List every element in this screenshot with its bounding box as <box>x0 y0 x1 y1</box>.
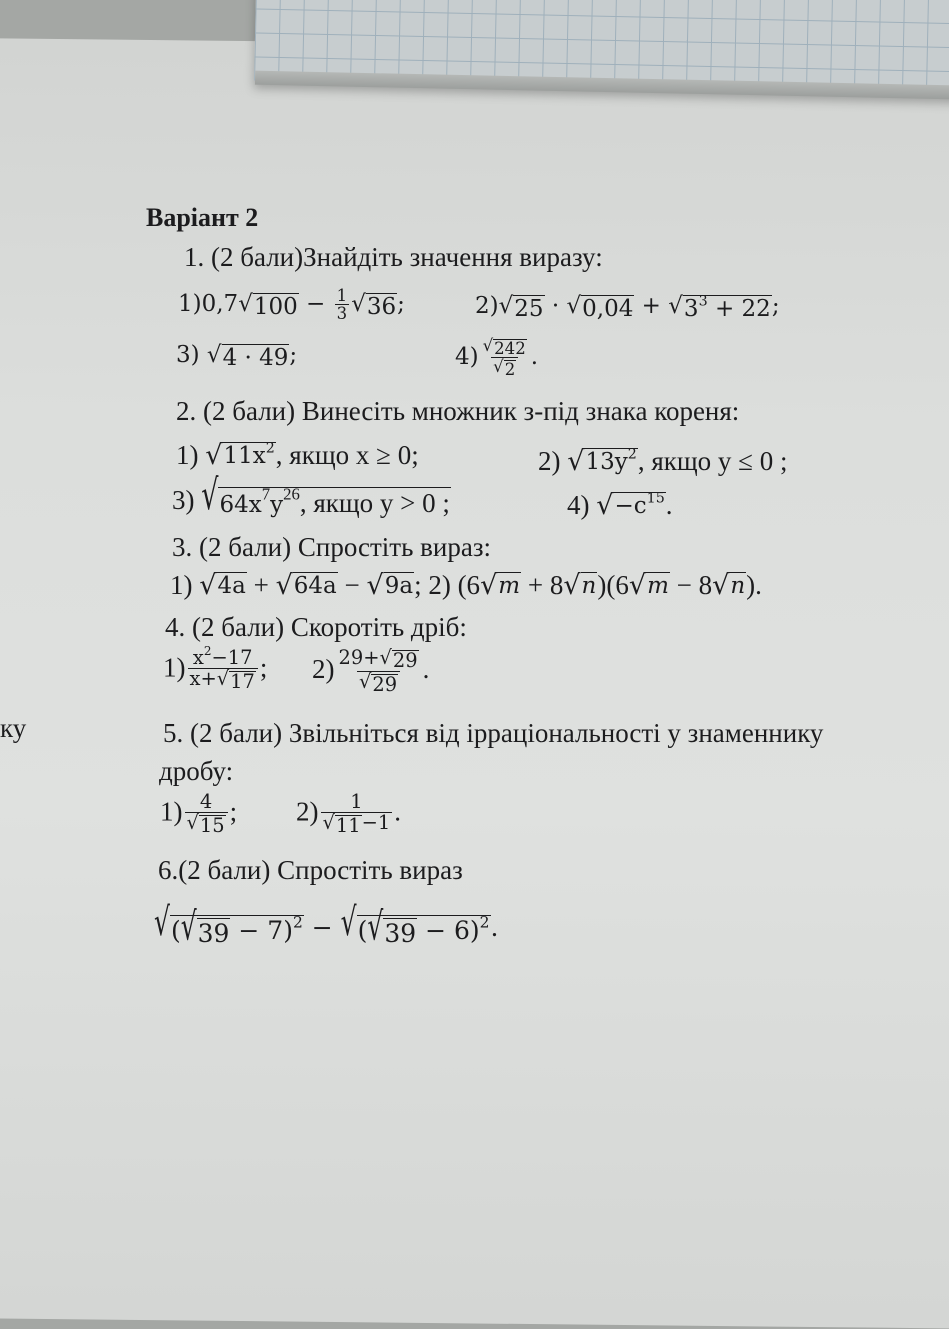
radicand: m <box>647 573 669 599</box>
exponent: 15 <box>646 490 665 507</box>
exponent: 2 <box>203 643 212 658</box>
task3-header: 3. (2 бали) Спростіть вираз: <box>172 532 491 562</box>
exponent: 7 <box>261 484 271 504</box>
term: 11x <box>223 443 266 469</box>
radicand: 0,04 <box>582 296 634 322</box>
sqrt: √ $13y^2$ <box>567 446 637 477</box>
term: x <box>192 646 204 669</box>
task5-header-line2: дробу: <box>159 756 234 786</box>
task2-line2b <box>567 490 673 521</box>
sqrt: √ 15 <box>186 811 225 838</box>
radicand: 4 · 49 <box>222 345 289 371</box>
sqrt: √ 4a <box>199 570 246 601</box>
item-number: 1) <box>170 570 200 600</box>
punct: ; <box>771 293 780 319</box>
radicand <box>613 492 665 521</box>
numerator <box>337 648 421 671</box>
sqrt: √ n <box>712 570 746 601</box>
separator: ; 2) (6 <box>414 570 481 600</box>
fraction <box>337 648 421 696</box>
sqrt: √ 9a <box>366 570 414 601</box>
fraction <box>185 792 228 837</box>
operator: · <box>544 293 567 319</box>
radicand: 4a <box>217 573 246 599</box>
term: −c <box>614 493 647 519</box>
radicand <box>218 484 450 519</box>
radicand: 9a <box>384 573 414 599</box>
denominator <box>185 812 228 836</box>
task3-line1 <box>170 570 762 601</box>
sqrt: √ $64x^7y^{26}$, якщо y > 0 ; <box>201 471 450 520</box>
exponent: 2 <box>265 440 275 457</box>
operator: − 8 <box>669 570 713 600</box>
term: y <box>270 492 284 518</box>
term: 29+ <box>338 646 380 669</box>
exponent: 2 <box>292 913 303 932</box>
item-number: 4) <box>455 343 479 370</box>
item-number: 2) <box>296 796 319 827</box>
sqrt: √ 4 · 49 <box>206 342 289 371</box>
term: − 7) <box>230 916 293 945</box>
sqrt-outer: √ ( √ 39 − 6)$^2$ <box>340 899 490 949</box>
item-number: 1) <box>176 440 206 470</box>
task2-line1b <box>538 446 787 477</box>
punct: ). <box>746 570 762 600</box>
radicand: 64a <box>293 573 337 599</box>
sqrt: √ 11 <box>322 811 361 838</box>
radicand: 100 <box>253 293 298 320</box>
task4-header: 4. (2 бали) Скоротіть дріб: <box>165 612 467 642</box>
task2-header: 2. (2 бали) Винесіть множник з-під знака кореня: <box>176 396 740 426</box>
exponent: 2 <box>627 446 637 463</box>
task4-line1 <box>163 643 268 694</box>
punct: ; <box>289 342 298 368</box>
denominator <box>321 812 393 836</box>
sqrt: √ 25 <box>498 293 544 322</box>
task1-line2b <box>455 337 538 379</box>
operator: − <box>303 913 341 942</box>
variant-title: Варіант 2 <box>146 203 259 232</box>
radicand: n <box>730 573 746 599</box>
item-number: 2) <box>312 654 335 685</box>
bracket: ( <box>357 916 368 945</box>
numerator: 1 <box>350 790 363 813</box>
sqrt: √ 39 <box>367 903 417 949</box>
task1-header: 1. (2 бали)Знайдіть значення виразу: <box>184 242 603 272</box>
term: −1 <box>361 811 391 835</box>
punct: . <box>394 796 402 827</box>
separator: )(6 <box>597 570 629 600</box>
radicand <box>683 295 772 322</box>
sqrt-outer: √ ( √ 39 − 7)$^2$ <box>154 899 303 949</box>
sqrt: √ $11x^2$ <box>205 440 275 471</box>
radicand: n <box>581 573 597 599</box>
sqrt: √ 0,04 <box>566 293 634 322</box>
item-number: 2) <box>538 446 568 476</box>
item-number: 4) <box>567 490 597 520</box>
radicand: 29 <box>372 673 398 697</box>
sqrt: √ m <box>628 570 669 601</box>
item-number: 1) <box>163 652 186 683</box>
condition: , якщо x ≥ 0; <box>275 440 419 470</box>
punct: ; <box>259 652 268 683</box>
numerator: 4 <box>199 790 213 813</box>
sqrt: √ m <box>480 570 521 601</box>
punct: . <box>490 913 499 942</box>
sqrt: √ 29 <box>359 670 398 697</box>
exponent: 2 <box>479 913 490 932</box>
operator: − <box>337 570 367 600</box>
punct: ; <box>229 796 238 827</box>
sqrt: √ 29 <box>379 646 418 672</box>
task1-line2 <box>176 342 297 371</box>
radicand: 25 <box>514 296 544 322</box>
item-number: 1) <box>178 290 202 317</box>
item-number: 1) <box>160 796 183 827</box>
condition: , якщо y > 0 ; <box>299 488 450 518</box>
denominator <box>491 357 518 378</box>
sqrt: √ 64a <box>275 570 337 601</box>
term: 64x <box>219 492 262 518</box>
radicand <box>170 903 304 949</box>
task1-line1 <box>178 287 405 323</box>
radicand: 242 <box>494 339 526 358</box>
task5-header-line1: 5. (2 бали) Звільніться від ірраціональності у знаменнику <box>163 718 824 748</box>
radicand: m <box>498 573 521 599</box>
radicand: 36 <box>366 293 397 320</box>
fraction <box>321 792 393 837</box>
radicand <box>357 903 491 949</box>
denominator <box>188 668 258 692</box>
sqrt: √ 36 <box>351 290 397 320</box>
sqrt: √ n <box>563 570 597 601</box>
numerator <box>191 643 255 669</box>
exponent: 3 <box>698 293 708 310</box>
sqrt: √ 17 <box>216 667 255 694</box>
radicand: 39 <box>384 919 417 948</box>
radicand: 11 <box>335 814 361 838</box>
operator: + 8 <box>521 570 564 600</box>
radicand <box>222 442 275 471</box>
radicand: 2 <box>504 360 516 380</box>
task4-line1b <box>312 648 429 696</box>
denominator <box>357 671 400 695</box>
radicand: 17 <box>230 670 255 694</box>
condition: , якщо y ≤ 0 ; <box>637 446 788 476</box>
margin-fragment: ку <box>0 713 27 743</box>
exponent: 26 <box>283 484 300 504</box>
fraction <box>481 337 529 379</box>
punct: . <box>665 490 673 520</box>
radicand <box>584 448 637 477</box>
item-number: 3) <box>176 342 207 368</box>
radicand: 15 <box>199 814 225 838</box>
operator: + <box>634 293 669 319</box>
numerator <box>481 337 529 357</box>
denominator: 3 <box>336 304 348 324</box>
task6-expression <box>154 899 499 949</box>
bracket: ( <box>170 916 181 945</box>
sqrt: √ 100 <box>238 290 298 320</box>
item-number: 3) <box>172 485 202 515</box>
term: −17 <box>211 646 253 669</box>
term: 13y <box>585 449 628 475</box>
coefficient: 0,7 <box>201 290 239 317</box>
operator: − <box>298 290 333 317</box>
task5-line1 <box>160 792 237 837</box>
sqrt: √ 39 <box>180 903 230 949</box>
term: x+ <box>189 667 217 691</box>
task1-line1b <box>475 293 780 322</box>
task5-line1b <box>296 792 401 837</box>
sqrt: √ $3^3 + 22$ <box>668 293 771 322</box>
sqrt: √ $-c^{15}$ <box>596 490 665 521</box>
item-number: 2) <box>475 293 499 319</box>
term: − 6) <box>417 916 480 945</box>
task2-line2 <box>172 471 451 520</box>
sqrt: √ 242 <box>482 336 526 358</box>
fraction <box>335 287 350 323</box>
punct: ; <box>397 290 405 317</box>
fraction <box>188 643 258 694</box>
sqrt: √ 2 <box>493 357 516 380</box>
operator: + <box>246 570 276 600</box>
base: 3 <box>683 296 699 322</box>
punct: . <box>422 654 430 685</box>
radicand: 29 <box>392 649 418 672</box>
radicand: 39 <box>197 919 230 948</box>
task6-header: 6.(2 бали) Спростіть вираз <box>158 855 463 885</box>
term: + 22 <box>707 296 771 322</box>
task2-line1 <box>176 440 419 471</box>
punct: . <box>530 343 539 370</box>
numerator: 1 <box>336 286 348 305</box>
